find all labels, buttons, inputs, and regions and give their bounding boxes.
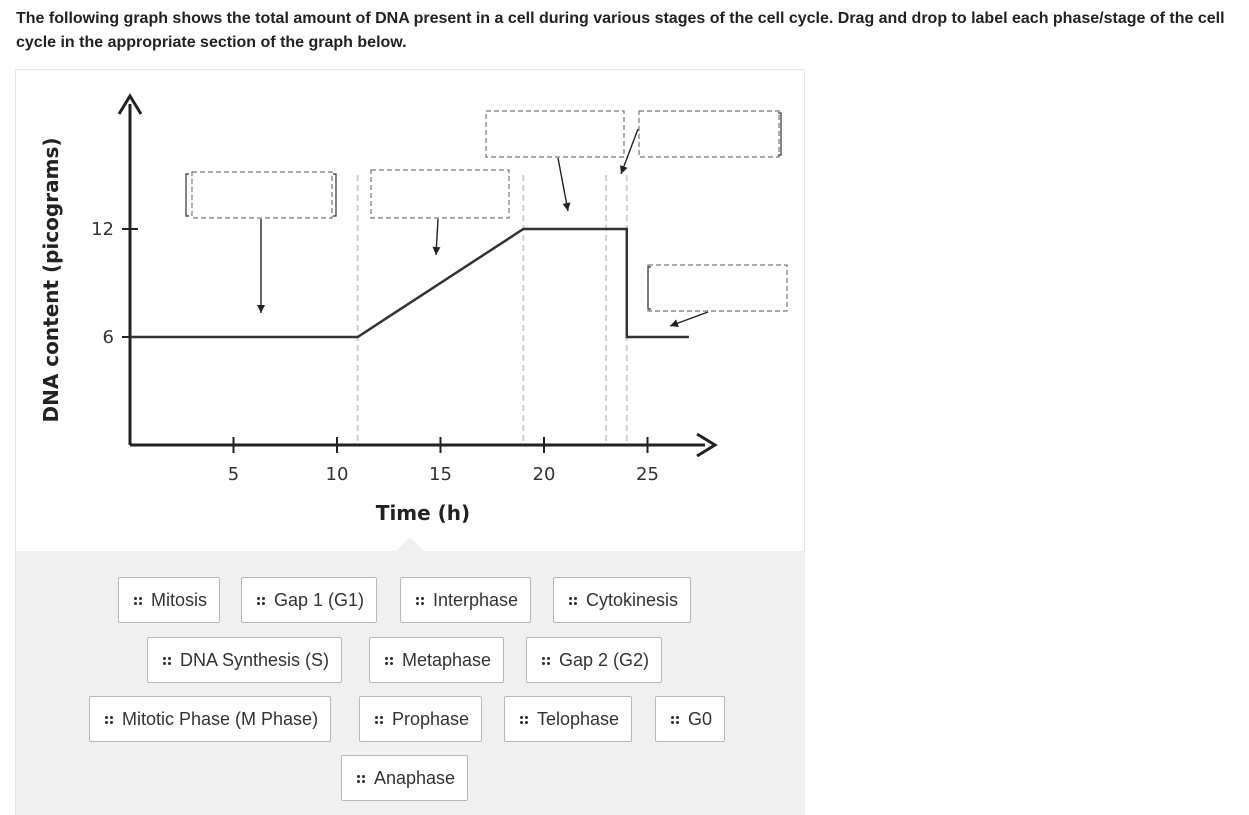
question-text: The following graph shows the total amount of DNA present in a cell during various stages of the cell cycle. Drag and drop to label each phase/stage of the cell cycle in the appropriate section of the graph below.: [16, 10, 1225, 51]
drag-handle-icon: [384, 656, 394, 666]
label-chip-gap1[interactable]: [241, 577, 377, 623]
label-bank-pointer: [396, 537, 424, 551]
label-chip-telophase[interactable]: [504, 696, 632, 742]
drag-handle-icon: [256, 596, 266, 606]
drop-zone-g1[interactable]: [192, 172, 332, 218]
label-chip-text: Anaphase: [374, 768, 456, 788]
label-chip-text: Telophase: [537, 709, 620, 729]
label-chip-text: Gap 2 (G2): [559, 650, 650, 670]
drop-zone-s[interactable]: [371, 170, 509, 218]
label-chip-anaphase[interactable]: [341, 755, 468, 801]
label-chip-text: Cytokinesis: [586, 590, 679, 610]
y-axis-title: DNA content (picograms): [39, 137, 63, 423]
label-chip-cytokinesis[interactable]: [553, 577, 691, 623]
drop-zone-g2[interactable]: [486, 111, 624, 157]
drop-zone-cytokinesis[interactable]: [648, 265, 787, 311]
y-tick-label: 12: [91, 219, 114, 240]
label-chip-gap2[interactable]: [526, 637, 662, 683]
x-tick-label: 25: [636, 464, 659, 485]
label-chip-interphase[interactable]: [400, 577, 531, 623]
drag-handle-icon: [162, 656, 172, 666]
x-tick-label: 20: [532, 464, 556, 485]
label-chip-text: G0: [688, 709, 713, 729]
label-chip-mitosis[interactable]: [118, 577, 220, 623]
label-chip-text: Metaphase: [402, 650, 492, 670]
drag-handle-icon: [374, 715, 384, 725]
drag-handle-icon: [568, 596, 578, 606]
drop-zone-m[interactable]: [639, 111, 779, 157]
y-tick-label: 6: [102, 327, 114, 348]
label-chip-dna-synthesis[interactable]: [147, 637, 342, 683]
label-chip-metaphase[interactable]: [369, 637, 504, 683]
arrow-head: [563, 202, 571, 211]
drag-handle-icon: [670, 715, 680, 725]
dna-content-line: [130, 229, 689, 337]
label-chip-text: DNA Synthesis (S): [180, 650, 330, 670]
arrow-head: [257, 305, 265, 313]
label-chip-text: Interphase: [433, 590, 519, 610]
drop-zone-bracket: [186, 174, 189, 216]
drag-handle-icon: [104, 715, 114, 725]
drag-handle-icon: [541, 656, 551, 666]
dna-content-graph: [0, 0, 810, 550]
arrow-head: [432, 247, 440, 255]
x-tick-label: 15: [429, 464, 452, 485]
x-tick-label: 5: [227, 464, 240, 485]
label-chip-text: Gap 1 (G1): [274, 590, 365, 610]
label-chip-text: Mitotic Phase (M Phase): [122, 709, 319, 729]
x-tick-label: 10: [325, 464, 349, 485]
pointer-line: [558, 158, 568, 211]
drop-zone-bracket: [333, 174, 336, 216]
drag-handle-icon: [415, 596, 425, 606]
label-chip-text: Mitosis: [151, 590, 208, 610]
drag-handle-icon: [519, 715, 529, 725]
label-chip-mitotic-phase[interactable]: [89, 696, 331, 742]
drag-handle-icon: [133, 596, 143, 606]
label-chip-text: Prophase: [392, 709, 470, 729]
drag-handle-icon: [356, 774, 366, 784]
label-chip-g0[interactable]: [655, 696, 725, 742]
label-chip-prophase[interactable]: [359, 696, 482, 742]
x-axis-title: Time (h): [375, 501, 471, 525]
